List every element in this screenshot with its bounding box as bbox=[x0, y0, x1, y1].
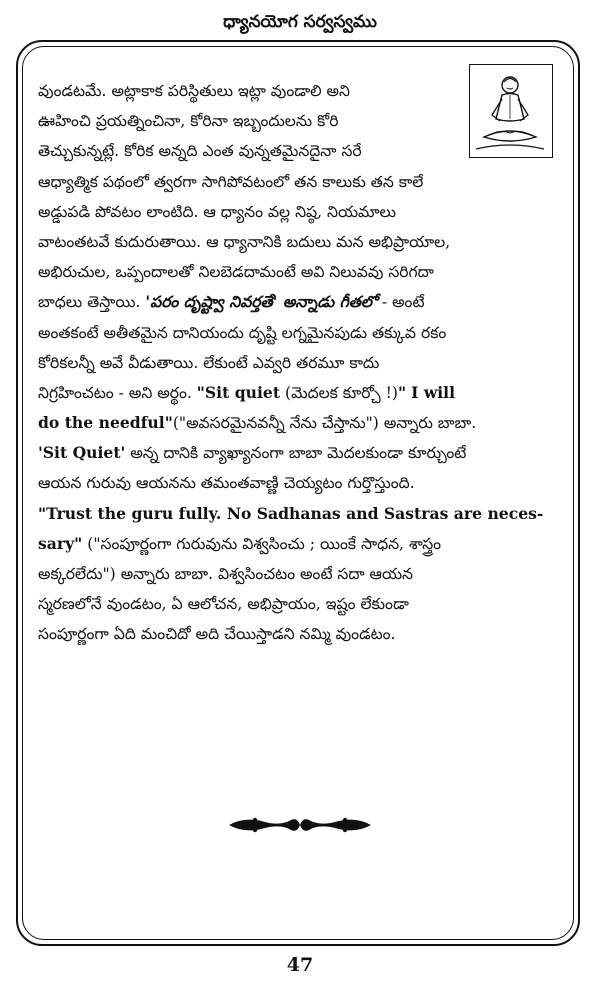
text-line: తెచ్చుకున్నట్లే. కోరిక అన్నది ఎంత వున్నతమైనదైనా సరే bbox=[38, 142, 362, 161]
text-line: అంతకంటే అతీతమైన దానియందు దృష్టి లగ్నమైనపుడు తక్కువ రకం bbox=[38, 323, 447, 342]
text-line: ఊహించి ప్రయత్నించినా, కోరినా ఇబ్బందులను కోరి bbox=[38, 112, 339, 131]
running-title: ధ్యానయోగ సర్వస్వము bbox=[223, 12, 377, 32]
english-quote: do the needful bbox=[38, 413, 165, 433]
text-fragment: అన్న దానికి వ్యాఖ్యానంగా బాబా మెదలకుండా కూర్చుంటే bbox=[130, 444, 467, 463]
english-quote: sary" bbox=[38, 533, 83, 553]
english-quote: 'Sit Quiet' bbox=[38, 443, 126, 463]
gita-quote: 'పరం దృష్ట్వా నివర్తతే' అన్నాడు గీతలో bbox=[145, 292, 377, 312]
text-line: కోరికలన్నీ అవే వీడుతాయి. లేకుంటే ఎవ్వరి తరమూ కాదు bbox=[38, 353, 380, 372]
text-line bbox=[38, 408, 562, 438]
text-line: అక్కరలేదు") అన్నారు బాబా. విశ్వసించటం అంటే సదా ఆయన bbox=[38, 565, 414, 583]
text-line bbox=[38, 529, 562, 559]
english-quote: " bbox=[164, 413, 173, 433]
text-line: వుండటమే. అట్లాకాక పరిస్థితులు ఇట్లా వుండాలి అని bbox=[38, 82, 350, 100]
text-fragment: ("సంపూర్ణంగా గురువును విశ్వసించు ; యింకే సాధన, శాస్త్రం bbox=[87, 534, 442, 553]
english-quote: "Sit quiet bbox=[196, 382, 281, 402]
text-fragment: ("అవసరమైనవన్నీ నేను చేస్తాను") అన్నారు బాబా. bbox=[172, 414, 477, 433]
english-quote: " bbox=[398, 382, 407, 402]
text-fragment: బాధలు తెస్తాయి. bbox=[38, 293, 141, 312]
text-line: ఆయన గురువు ఆయనను తమంతవాణ్ణి చెయ్యటం గుర్తొస్తుంది. bbox=[38, 474, 415, 493]
text-line: ఆధ్యాత్మిక పథంలో త్వరగా సాగిపోవటంలో తన కాలుకు తన కాలే bbox=[38, 172, 424, 191]
decorative-scroll-ornament-icon bbox=[225, 812, 375, 838]
text-line: "Trust the guru fully. No Sadhanas and Sastras are neces- bbox=[38, 503, 544, 523]
text-fragment: - అంటే bbox=[381, 293, 425, 312]
text-line bbox=[38, 287, 562, 317]
english-quote: I will bbox=[411, 382, 456, 402]
text-line: సంపూర్ణంగా ఏది మంచిదో అది చేయిస్తాడని నమ్మి వుండటం. bbox=[38, 625, 396, 644]
text-fragment: (మెదలక కూర్చో !) bbox=[285, 383, 398, 402]
text-line: అడ్డుపడి పోవటం లాంటిది. ఆ ధ్యానం వల్ల నిష్ఠ, నియమాలు bbox=[38, 202, 396, 221]
body-paragraph bbox=[38, 76, 562, 650]
page-number: 47 bbox=[286, 954, 314, 976]
text-line: వాటంతటవే కుదురుతాయి. ఆ ధ్యానానికి బదులు మన అభిప్రాయాల, bbox=[38, 232, 451, 251]
text-line: అభిరుచుల, ఒప్పందాలతో నిలబెడదామంటే అవి నిలువవు సరిగదా bbox=[38, 263, 434, 282]
text-line bbox=[38, 438, 562, 468]
text-line bbox=[38, 378, 562, 408]
text-fragment: నిగ్రహించటం - అని అర్థం. bbox=[38, 383, 192, 402]
text-line: స్మరణలోనే వుండటం, ఏ ఆలోచన, అభిప్రాయం, ఇష్టం లేకుండా bbox=[38, 595, 409, 614]
